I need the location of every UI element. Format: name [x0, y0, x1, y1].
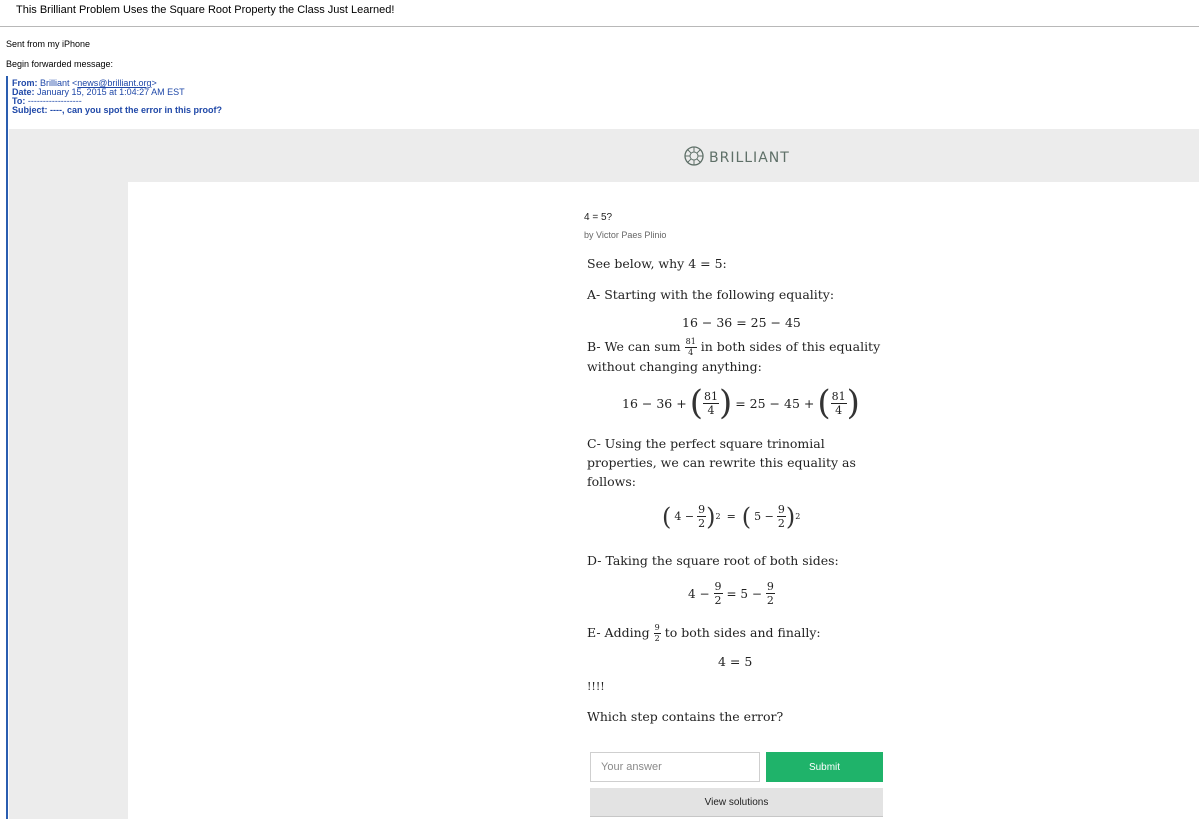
step-c-line-1: C- Using the perfect square trinomial: [587, 436, 825, 451]
equation-1: 16 − 36 = 25 − 45: [682, 315, 801, 330]
step-e-text: [587, 624, 821, 643]
fraction-denominator: 4: [835, 403, 843, 417]
eq4-mid: = 5 −: [726, 586, 762, 601]
exponent: 2: [795, 512, 801, 521]
fraction-denominator: 4: [707, 403, 715, 417]
question-text: Which step contains the error?: [587, 709, 784, 724]
forwarded-headers: [12, 79, 222, 115]
step-c-line-3: follows:: [587, 474, 636, 489]
to-label: To:: [12, 96, 26, 106]
eq3-left-a: 4 −: [674, 510, 695, 523]
paren-close: ): [846, 383, 860, 423]
exponent: 2: [715, 512, 721, 521]
fraction-numerator: 9: [777, 503, 785, 516]
brilliant-logo-icon: [684, 146, 704, 171]
fraction-numerator: 9: [654, 623, 660, 632]
paren-open: (: [741, 502, 752, 531]
step-e-post: to both sides and finally:: [664, 625, 821, 640]
divider: [0, 26, 1199, 27]
subject-label: Subject:: [12, 105, 48, 115]
subject-line: [12, 106, 222, 115]
paren-close: ): [785, 502, 796, 531]
fraction-numerator: 81: [703, 389, 718, 403]
fraction-denominator: 2: [654, 634, 660, 643]
step-d-text: D- Taking the square root of both sides:: [587, 553, 839, 568]
equation-2: [622, 383, 860, 423]
equals-sign: =: [726, 510, 736, 523]
paren-close: ): [718, 383, 733, 423]
to-value: ------------------: [27, 96, 82, 106]
fraction-9-2: [777, 504, 786, 529]
fraction-numerator: 9: [766, 580, 774, 593]
equation-4: [688, 581, 775, 606]
fraction-numerator: 81: [685, 337, 696, 346]
intro-text: See below, why 4 = 5:: [587, 256, 727, 271]
begin-forwarded-text: Begin forwarded message:: [6, 59, 114, 69]
fraction-denominator: 2: [698, 517, 706, 530]
from-name: Brilliant <: [40, 78, 78, 88]
brand-name: BRILLIANT: [709, 150, 790, 166]
quote-bar: [6, 76, 8, 819]
step-b-pre: B- We can sum: [587, 339, 681, 354]
step-e-pre: E- Adding: [587, 625, 650, 640]
step-c-line-2: properties, we can rewrite this equality as: [587, 455, 856, 470]
eq3-right-a: 5 −: [754, 510, 774, 523]
fraction-denominator: 4: [688, 348, 694, 357]
step-b-line-1: [587, 338, 880, 357]
fraction-81-4: [685, 338, 697, 357]
fraction-denominator: 2: [714, 594, 722, 607]
paren-close: ): [706, 502, 716, 531]
problem-author: by Victor Paes Plinio: [584, 230, 667, 240]
date-label: Date:: [12, 87, 35, 97]
from-email-link[interactable]: news@brilliant.org: [77, 78, 152, 88]
fraction-9-2: [714, 581, 723, 606]
answer-input[interactable]: [590, 752, 760, 782]
step-a-text: A- Starting with the following equality:: [587, 287, 835, 302]
from-label: From:: [12, 78, 38, 88]
fraction-9-2: [697, 504, 706, 529]
paren-open: (: [662, 502, 672, 531]
fraction-9-2: [766, 581, 775, 606]
fraction-denominator: 2: [777, 517, 785, 530]
exclamation-text: !!!!: [587, 680, 605, 693]
step-b-line-2: without changing anything:: [587, 359, 762, 374]
fraction-9-2: [654, 624, 661, 643]
fraction-81-4-left: [703, 391, 719, 416]
fraction-numerator: 81: [831, 389, 846, 403]
problem-title[interactable]: 4 = 5?: [584, 212, 613, 223]
fraction-numerator: 9: [698, 503, 706, 516]
step-b-post: in both sides of this equality: [700, 339, 881, 354]
eq2-left: 16 − 36 +: [622, 395, 687, 411]
subject-value: ----, can you spot the error in this proof?: [50, 105, 223, 115]
paren-open: (: [817, 383, 831, 423]
brilliant-logo[interactable]: [684, 148, 790, 168]
from-close: >: [151, 78, 157, 88]
eq2-mid: = 25 − 45 +: [735, 395, 815, 411]
paren-open: (: [689, 383, 703, 423]
eq4-left: 4 −: [688, 586, 710, 601]
submit-button[interactable]: Submit: [766, 752, 883, 782]
fraction-denominator: 2: [766, 594, 774, 607]
equation-5: 4 = 5: [718, 654, 753, 669]
view-solutions-button[interactable]: View solutions: [590, 788, 883, 817]
date-value: January 15, 2015 at 1:04:27 AM EST: [37, 87, 185, 97]
equation-3: [662, 504, 800, 529]
fraction-81-4-right: [831, 391, 847, 416]
email-subject-title: This Brilliant Problem Uses the Square Root Property the Class Just Learned!: [16, 4, 395, 16]
fraction-numerator: 9: [714, 580, 722, 593]
sent-from-text: Sent from my iPhone: [6, 39, 91, 49]
